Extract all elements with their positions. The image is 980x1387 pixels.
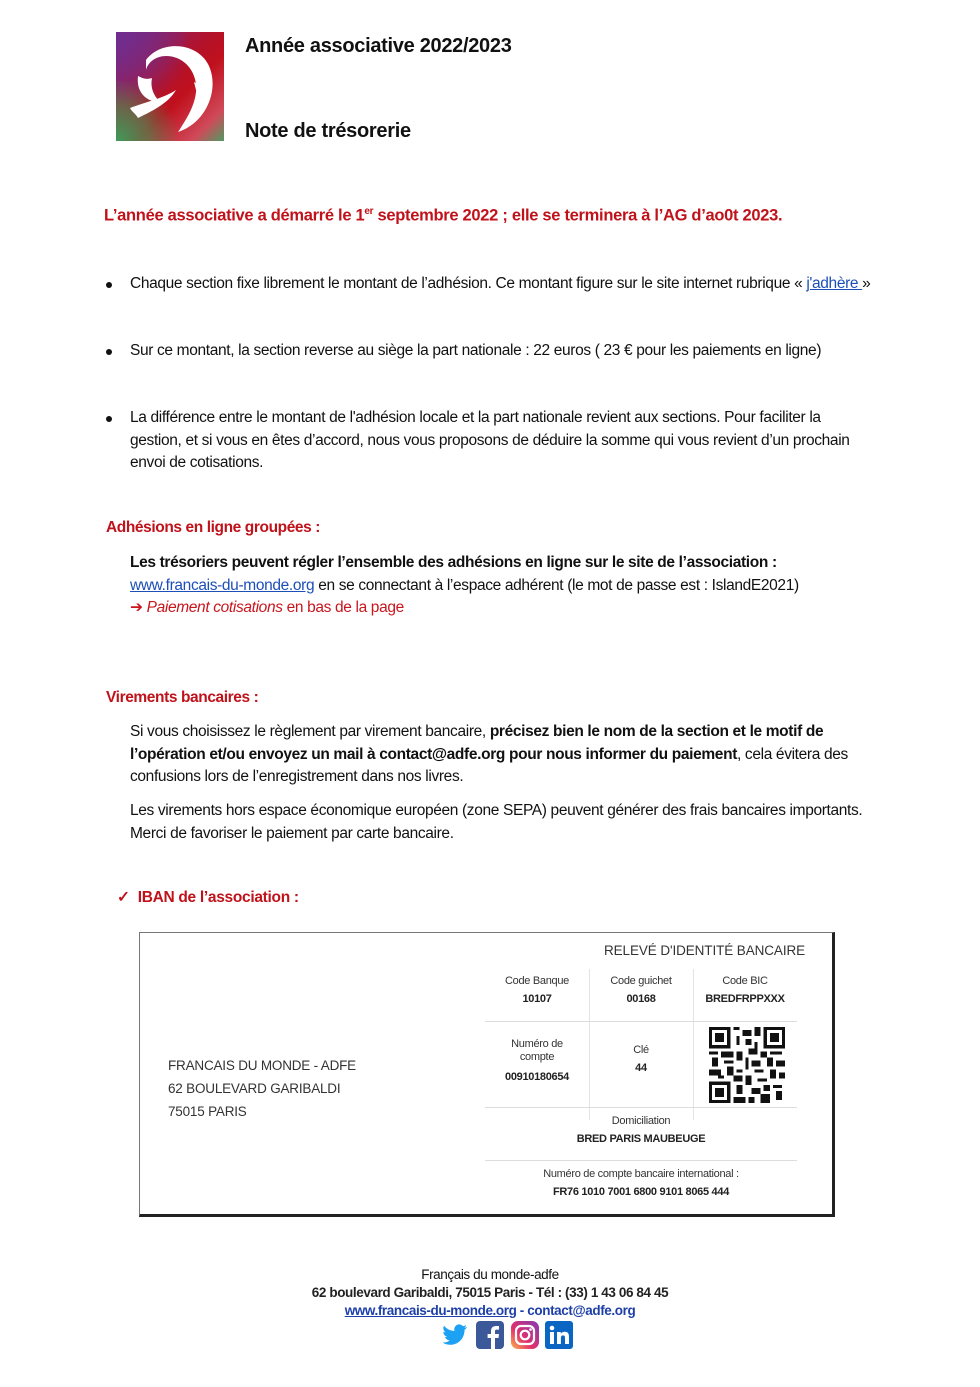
page-subtitle: Note de trésorerie <box>245 120 411 142</box>
footer-website-link[interactable]: www.francais-du-monde.org <box>344 1303 517 1318</box>
numero-compte: Numéro de compte 00910180654 <box>505 1038 569 1083</box>
checkmark-icon: ✓ <box>117 889 130 906</box>
online-heading: Adhésions en ligne groupées : <box>106 519 321 536</box>
transfers-heading: Virements bancaires : <box>106 689 259 706</box>
twitter-icon[interactable] <box>441 1321 469 1349</box>
intro-statement: L’année associative a démarré le 1er septembre 2022 ; elle se terminera à l’AG d’ao0t 2023. <box>104 206 783 225</box>
code-bic: Code BIC BREDFRPPXXX <box>705 975 785 1005</box>
page-title: Année associative 2022/2023 <box>245 35 512 57</box>
rib-title: RELEVÉ D'IDENTITÉ BANCAIRE <box>604 943 806 958</box>
bullet-item: La différence entre le montant de l'adhésion locale et la part nationale revient aux sections. Pour faciliter la gestion, et si vous en êtes d’accord, nous vous proposons de déduire la somme qui vous revient d’un prochain envoi de cotisations. <box>106 407 876 475</box>
organization-logo <box>116 32 224 141</box>
payment-hint: ➔ Paiement cotisations en bas de la page <box>130 599 404 616</box>
social-links <box>441 1321 576 1351</box>
bullet-icon <box>106 416 112 422</box>
profile-face-icon <box>116 32 224 141</box>
footer-address: 62 boulevard Garibaldi, 75015 Paris - Tél : (33) 1 43 06 84 45 <box>311 1285 669 1300</box>
rib-card <box>139 932 835 1217</box>
iban-heading: ✓ IBAN de l’association : <box>117 889 299 906</box>
facebook-icon[interactable] <box>476 1321 504 1349</box>
bullet-item: Chaque section fixe librement le montant de l’adhésion. Ce montant figure sur le site internet rubrique « j'adhère » <box>106 273 876 296</box>
bullet-icon <box>106 349 112 355</box>
footer-links: www.francais-du-monde.org - contact@adfe.org <box>344 1303 636 1318</box>
adhere-link[interactable]: j'adhère <box>806 275 863 292</box>
domiciliation: Domiciliation BRED PARIS MAUBEUGE <box>576 1115 706 1145</box>
transfers-paragraph-2: Les virements hors espace économique européen (zone SEPA) peuvent générer des frais bancaires importants. Merci de favoriser le paiement par carte bancaire. <box>130 802 863 842</box>
code-guichet: Code guichet 00168 <box>610 975 672 1005</box>
online-paragraph: Les trésoriers peuvent régler l’ensemble des adhésions en ligne sur le site de l’association : www.francais-du-monde.org en se connectant à l’espace adhérent (le mot de passe est : IslandE2021) ➔ Paiement cotisations en bas de la page <box>130 552 875 620</box>
iban-number: Numéro de compte bancaire international : FR76 1010 7001 6800 9101 8065 444 <box>543 1168 739 1198</box>
footer-email-link[interactable]: contact@adfe.org <box>527 1303 636 1318</box>
bullet-icon <box>106 282 112 288</box>
website-link[interactable]: www.francais-du-monde.org <box>130 576 315 594</box>
transfers-paragraph-1: Si vous choisissez le règlement par virement bancaire, précisez bien le nom de la section et le motif de l’opération et/ou envoyez un mail à contact@adfe.org pour nous informer du paiement, cela évitera des confusions lors de l’enregistrement dans nos livres. <box>130 723 848 785</box>
code-banque: Code Banque 10107 <box>505 975 569 1005</box>
linkedin-icon[interactable] <box>545 1321 573 1349</box>
qr-code-icon <box>709 1027 785 1103</box>
instagram-icon[interactable] <box>511 1321 539 1349</box>
bullet-item: Sur ce montant, la section reverse au siège la part nationale : 22 euros ( 23 € pour les paiements en ligne) <box>106 340 876 363</box>
cle-rib: Clé 44 <box>633 1044 649 1074</box>
footer-org: Français du monde-adfe <box>421 1267 559 1282</box>
account-holder: FRANCAIS DU MONDE - ADFE 62 BOULEVARD GARIBALDI 75015 PARIS <box>168 1058 356 1119</box>
